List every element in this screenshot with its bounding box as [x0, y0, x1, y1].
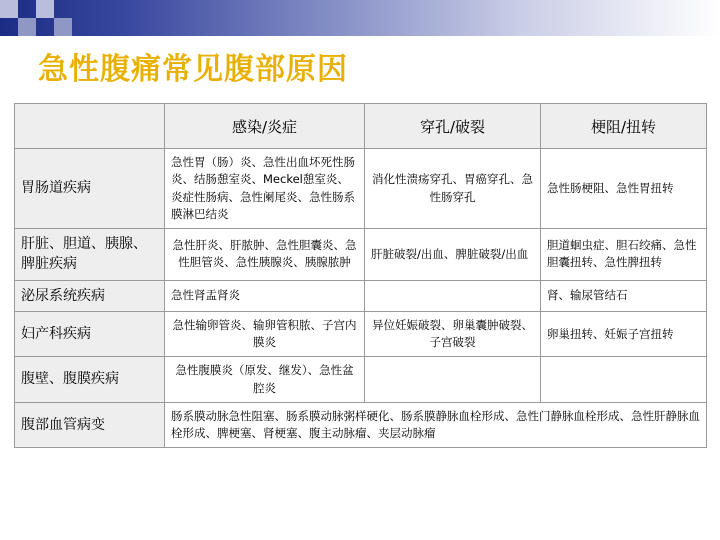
cell-abdominal-wall-perforation	[365, 357, 541, 403]
row-category-hepatobiliary: 肝脏、胆道、胰腺、脾脏疾病	[15, 229, 165, 281]
table-header-cell-perforation: 穿孔/破裂	[365, 104, 541, 149]
cell-gastrointestinal-obstruction: 急性肠梗阻、急性胃扭转	[541, 149, 707, 229]
cell-hepatobiliary-obstruction: 胆道蛔虫症、胆石绞痛、急性胆囊扭转、急性脾扭转	[541, 229, 707, 281]
cell-urinary-obstruction: 肾、输尿管结石	[541, 280, 707, 311]
cell-vascular-all: 肠系膜动脉急性阻塞、肠系膜动脉粥样硬化、肠系膜静脉血栓形成、急性门静脉血栓形成、急性肝静脉血栓形成、脾梗塞、肾梗塞、腹主动脉瘤、夹层动脉瘤	[165, 402, 707, 448]
cell-gastrointestinal-perforation: 消化性溃疡穿孔、胃癌穿孔、急性肠穿孔	[365, 149, 541, 229]
table-row	[15, 280, 707, 311]
table-body	[15, 149, 707, 448]
table-header-cell-obstruction: 梗阻/扭转	[541, 104, 707, 149]
decorative-square-2	[18, 18, 36, 36]
decorative-square-4	[54, 18, 72, 36]
table-header-cell-infection: 感染/炎症	[165, 104, 365, 149]
row-category-gastrointestinal: 胃肠道疾病	[15, 149, 165, 229]
row-category-obgyn: 妇产科疾病	[15, 311, 165, 357]
table-row	[15, 149, 707, 229]
header-decoration-band	[0, 0, 720, 36]
cell-abdominal-wall-infection: 急性腹膜炎（原发、继发）、急性盆腔炎	[165, 357, 365, 403]
cell-gastrointestinal-infection: 急性胃（肠）炎、急性出血坏死性肠炎、结肠憩室炎、Meckel憩室炎、炎症性肠病、急性阑尾炎、急性肠系膜淋巴结炎	[165, 149, 365, 229]
cell-obgyn-infection: 急性输卵管炎、输卵管积脓、子宫内膜炎	[165, 311, 365, 357]
table-row	[15, 311, 707, 357]
causes-table	[14, 103, 707, 448]
decorative-square-1	[0, 0, 18, 18]
table-row	[15, 357, 707, 403]
table-row	[15, 229, 707, 281]
cell-obgyn-perforation: 异位妊娠破裂、卵巢囊肿破裂、子宫破裂	[365, 311, 541, 357]
cell-hepatobiliary-perforation: 肝脏破裂/出血、脾脏破裂/出血	[365, 229, 541, 281]
cell-urinary-perforation	[365, 280, 541, 311]
decorative-square-3	[36, 0, 54, 18]
row-category-urinary: 泌尿系统疾病	[15, 280, 165, 311]
cell-abdominal-wall-obstruction	[541, 357, 707, 403]
cell-hepatobiliary-infection: 急性肝炎、肝脓肿、急性胆囊炎、急性胆管炎、急性胰腺炎、胰腺脓肿	[165, 229, 365, 281]
table-header-row	[15, 104, 707, 149]
table-row	[15, 402, 707, 448]
table-header-cell-blank	[15, 104, 165, 149]
cell-obgyn-obstruction: 卵巢扭转、妊娠子宫扭转	[541, 311, 707, 357]
causes-table-wrapper	[14, 103, 706, 448]
table-header	[15, 104, 707, 149]
slide-title: 急性腹痛常见腹部原因	[38, 52, 348, 87]
row-category-vascular: 腹部血管病变	[15, 402, 165, 448]
row-category-abdominal-wall: 腹壁、腹膜疾病	[15, 357, 165, 403]
cell-urinary-infection: 急性肾盂肾炎	[165, 280, 365, 311]
